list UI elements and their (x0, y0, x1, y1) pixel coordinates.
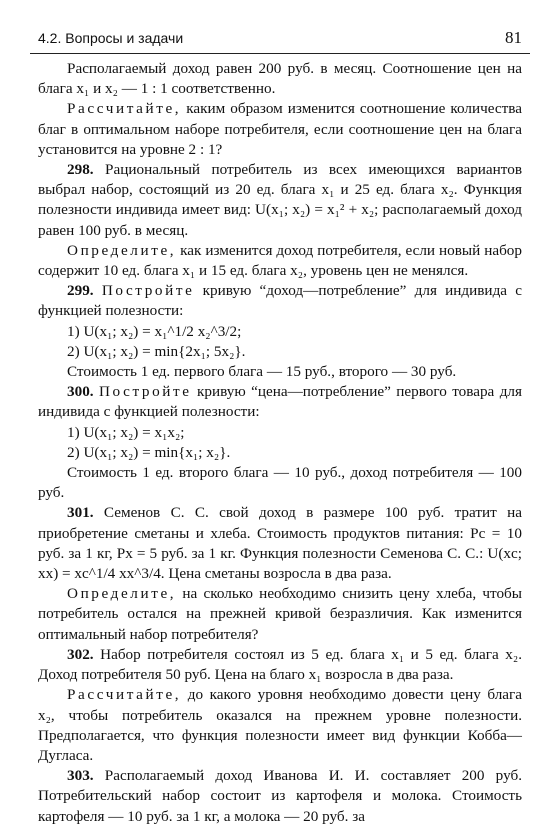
task-301-question: Определите, на сколько необходимо снизить цену хлеба, чтобы потребитель остался на прежней кривой безразличия. Как изменится оптимальный набор потребителя? (38, 585, 522, 643)
page-number: 81 (505, 28, 522, 47)
imperative-verb: Рассчитайте, (67, 686, 182, 704)
task-302: 302. Набор потребителя состоял из 5 ед. блага x₁ и 5 ед. блага x₂. Доход потребителя 50 руб. Цена на благо x₁ возросла в два раза. (38, 645, 522, 684)
running-header (38, 30, 522, 50)
imperative-verb: Определите, (67, 585, 177, 603)
task-number: 302. (67, 645, 94, 663)
task-number: 301. (67, 504, 94, 522)
task-300: 300. Постройте кривую “цена—потребление” первого товара для индивида с функцией полезности: (38, 383, 522, 421)
imperative-verb: Постройте (98, 383, 192, 401)
paragraph-calculate: Рассчитайте, каким образом изменится соотношение количества благ в оптимальном наборе потребителя, если соотношение цен на блага установится на уровне 2 : 1? (38, 100, 522, 158)
formula-line: 2) U(x₁; x₂) = min{2x₁; 5x₂}. (67, 342, 246, 360)
task-number: 303. (67, 767, 94, 785)
task-302-question: Рассчитайте, до какого уровня необходимо довести цену блага x₂, чтобы потребитель оказался на прежнем уровне полезности. Предполагается, что функция полезности имеет вид функции Кобба—Дугласа. (38, 686, 522, 764)
formula-line: 2) U(x₁; x₂) = min{x₁; x₂}. (67, 443, 231, 461)
imperative-verb: Постройте (101, 282, 195, 300)
header-rule (30, 53, 530, 54)
paragraph-income: Располагаемый доход равен 200 руб. в месяц. Соотношение цен на блага x₁ и x₂ — 1 : 1 соответственно. (38, 60, 522, 98)
imperative-verb: Рассчитайте, (67, 100, 182, 118)
task-298-question: Определите, как изменится доход потребителя, если новый набор содержит 10 ед. блага x₁ и 15 ед. блага x₂, уровень цен не менялся. (38, 241, 522, 280)
task-number: 300. (67, 383, 94, 401)
task-303: 303. Располагаемый доход Иванова И. И. составляет 200 руб. Потребительский набор состоит из картофеля и молока. Стоимость картофеля — 10 руб. за 1 кг, а молока — 20 руб. за (38, 767, 522, 825)
section-title: 4.2. Вопросы и задачи (38, 30, 184, 46)
imperative-verb: Определите, (67, 241, 177, 259)
task-301: 301. Семенов С. С. свой доход в размере 100 руб. тратит на приобретение сметаны и хлеба. Стоимость продуктов питания: Pс = 10 руб. за 1 кг, Pх = 5 руб. за 1 кг. Функция полезности Семенова С. С.: U(xс; xх) = xс^1/4 xх^3/4. Цена сметаны возросла в два раза. (38, 504, 522, 583)
cost-line: Стоимость 1 ед. первого блага — 15 руб., второго — 30 руб. (67, 363, 457, 381)
task-number: 298. (67, 161, 94, 179)
cost-line: Стоимость 1 ед. второго блага — 10 руб., доход потребителя — 100 руб. (38, 464, 522, 502)
page-body (38, 59, 522, 827)
task-number: 299. (67, 282, 94, 300)
formula-line: 1) U(x₁; x₂) = x₁^1/2 x₂^3/2; (67, 322, 242, 340)
task-298: 298. Рациональный потребитель из всех имеющихся вариантов выбрал набор, состоящий из 20 ед. блага x₁ и 25 ед. блага x₂. Функция полезности индивида имеет вид: U(x₁; x₂) = x₁² + x₂; располагаемый доход равен 100 руб. в месяц. (38, 161, 522, 239)
formula-line: 1) U(x₁; x₂) = x₁x₂; (67, 423, 185, 441)
task-299: 299. Постройте кривую “доход—потребление” для индивида с функцией полезности: (38, 282, 522, 320)
